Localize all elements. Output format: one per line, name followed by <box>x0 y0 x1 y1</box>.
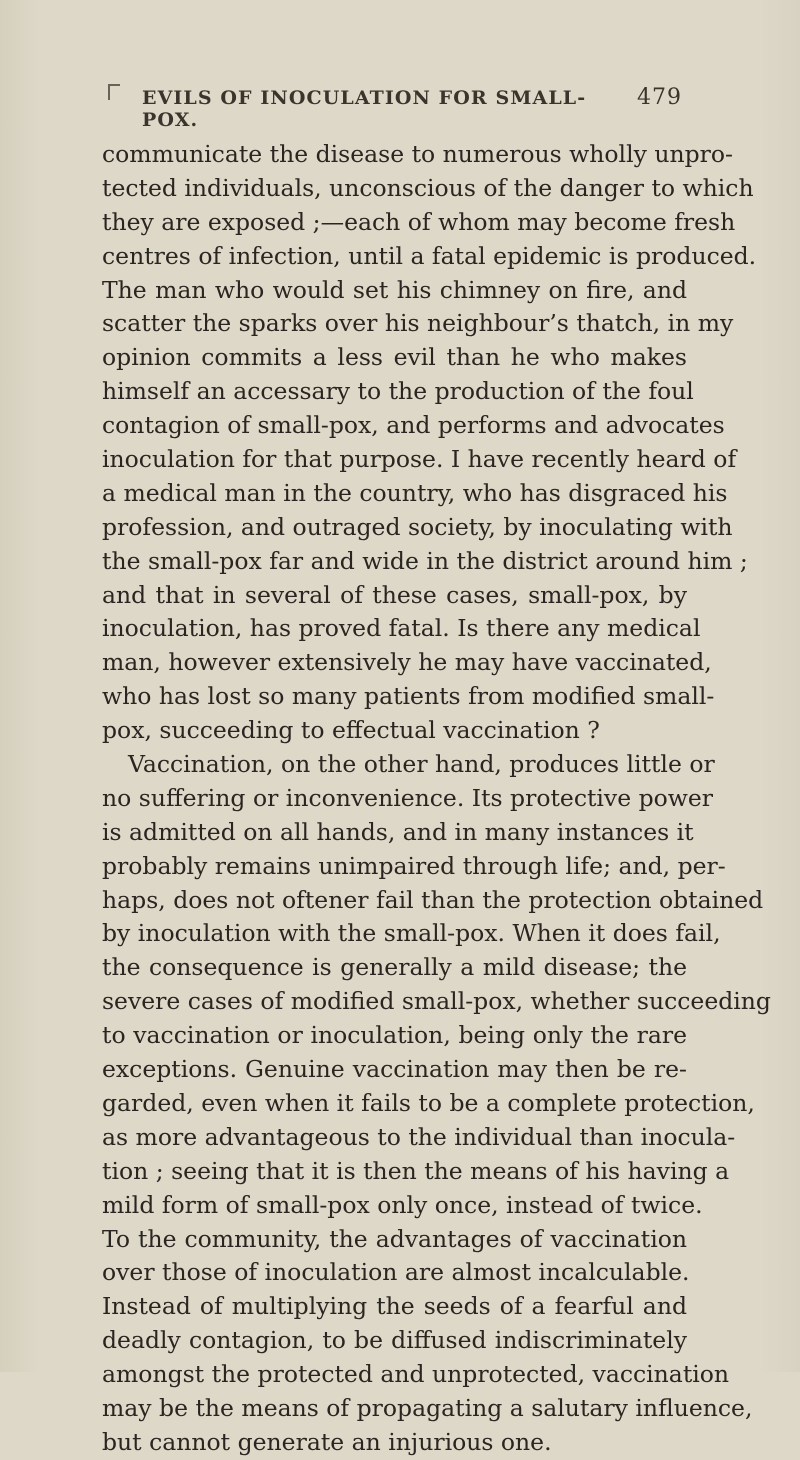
text-line: Instead of multiplying the seeds of a fearful and <box>102 1292 687 1321</box>
text-line: the consequence is generally a mild disease; the <box>102 953 687 982</box>
page-number: 479 <box>637 85 682 110</box>
text-line: by inoculation with the small-pox. When it does fail, <box>102 919 721 948</box>
text-line: severe cases of modified small-pox, whether succeeding <box>102 987 771 1016</box>
text-line: profession, and outraged society, by inoculating with <box>102 512 733 541</box>
text-line: over those of inoculation are almost incalculable. <box>102 1258 690 1287</box>
text-line: deadly contagion, to be diffused indiscriminately <box>102 1326 687 1355</box>
text-line: man, however extensively he may have vaccinated, <box>102 648 712 677</box>
text-line: who has lost so many patients from modified small- <box>102 682 715 711</box>
text-line: may be the means of propagating a salutary influence, <box>102 1393 753 1422</box>
text-line: Vaccination, on the other hand, produces little or <box>128 750 715 779</box>
text-line: mild form of small-pox only once, instead of twice. <box>102 1190 703 1219</box>
text-line: tion ; seeing that it is then the means of his having a <box>102 1156 730 1185</box>
text-line: inoculation for that purpose. I have recently heard of <box>102 445 737 474</box>
text-line: tected individuals, unconscious of the danger to which <box>102 173 754 202</box>
text-line: but cannot generate an injurious one. <box>102 1427 552 1456</box>
text-line: himself an accessary to the production of the foul <box>102 377 694 406</box>
text-line: the small-pox far and wide in the district around him ; <box>102 546 748 575</box>
running-head <box>142 85 682 131</box>
text-line: they are exposed ;—each of whom may become fresh <box>102 207 736 236</box>
text-line: is admitted on all hands, and in many instances it <box>102 817 694 846</box>
text-line: garded, even when it fails to be a complete protection, <box>102 1088 755 1117</box>
text-line: and that in several of these cases, small-pox, by <box>102 580 687 609</box>
text-line: no suffering or inconvenience. Its protective power <box>102 783 714 812</box>
text-line: a medical man in the country, who has disgraced his <box>102 478 728 507</box>
text-line: probably remains unimpaired through life; and, per- <box>102 851 726 880</box>
text-line: centres of infection, until a fatal epidemic is produced. <box>102 241 757 270</box>
body-text <box>102 138 771 1460</box>
text-line: opinion commits a less evil than he who makes <box>102 343 687 372</box>
text-line: haps, does not oftener fail than the protection obtained <box>102 885 764 914</box>
running-title: EVILS OF INOCULATION FOR SMALL-POX. <box>142 87 587 131</box>
corner-mark <box>108 84 120 100</box>
text-line: The man who would set his chimney on fire, and <box>102 275 687 304</box>
text-line: contagion of small-pox, and performs and advocates <box>102 411 725 440</box>
text-line: amongst the protected and unprotected, vaccination <box>102 1360 730 1389</box>
text-line: scatter the sparks over his neighbour’s thatch, in my <box>102 309 734 338</box>
text-line: as more advantageous to the individual than inocula- <box>102 1122 736 1151</box>
text-line: to vaccination or inoculation, being only the rare <box>102 1021 687 1050</box>
text-line: pox, succeeding to effectual vaccination ? <box>102 716 600 745</box>
text-line: exceptions. Genuine vaccination may then be re- <box>102 1055 687 1084</box>
text-line: inoculation, has proved fatal. Is there any medical <box>102 614 701 643</box>
text-line: communicate the disease to numerous wholly unpro- <box>102 140 733 168</box>
text-line: To the community, the advantages of vaccination <box>102 1224 687 1253</box>
